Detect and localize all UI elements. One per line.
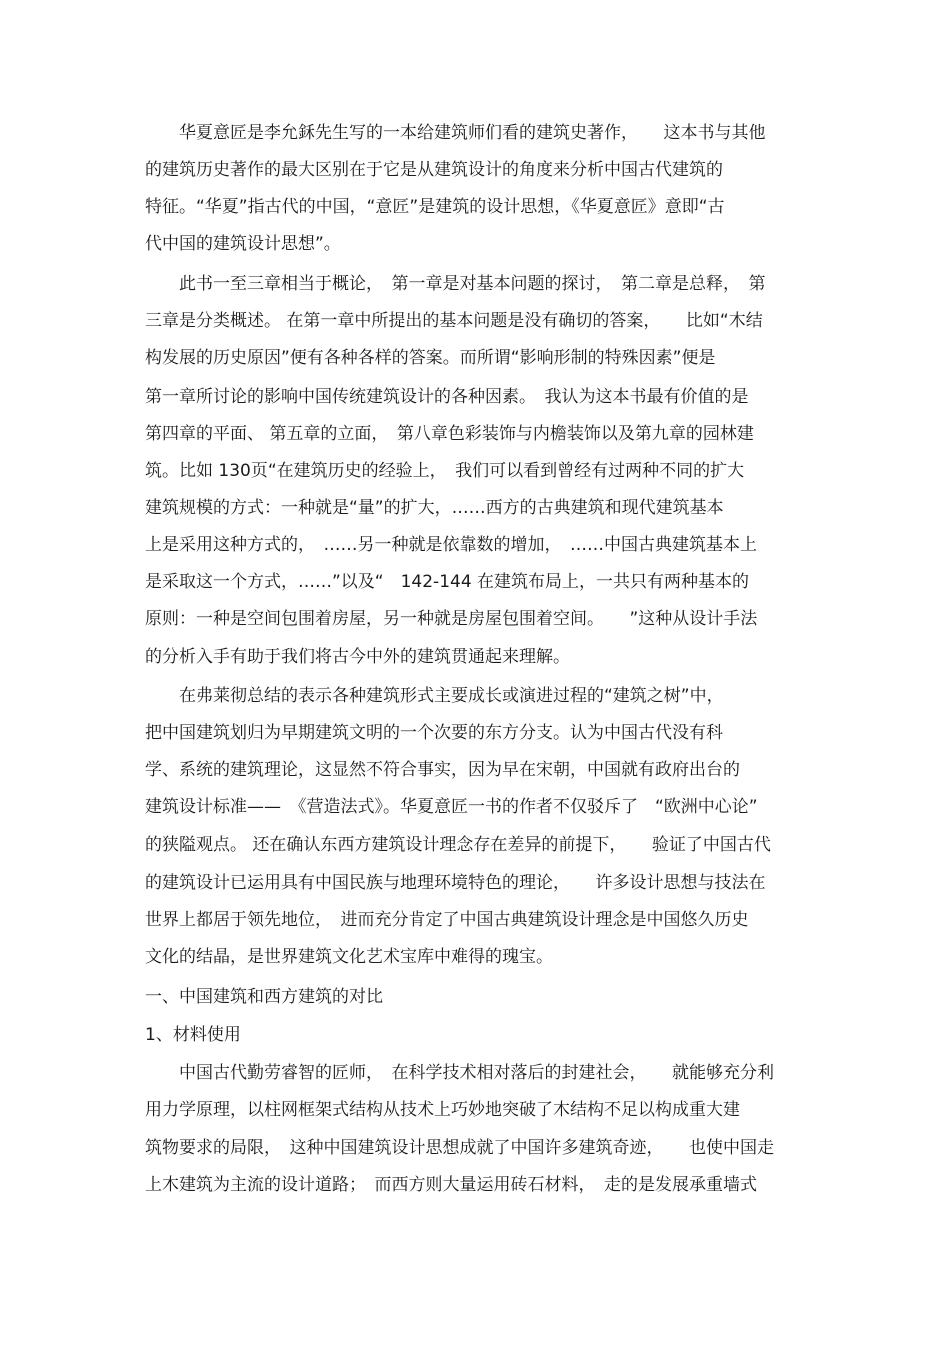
text-line: 把中国建筑划归为早期建筑文明的一个次要的东方分支。认为中国古代没有科 — [145, 723, 723, 743]
text-line: 上木建筑为主流的设计道路； 而西方则大量运用砖石材料， 走的是发展承重墙式 — [145, 1175, 757, 1195]
text-line: 世界上都居于领先地位， 进而充分肯定了中国古典建筑设计理念是中国悠久历史 — [145, 910, 749, 930]
text-line: 建筑设计标准—— 《营造法式》。华夏意匠一书的作者不仅驳斥了 “欧洲中心论” — [145, 797, 758, 817]
text-line: 中国古代勤劳睿智的匠师， 在科学技术相对落后的封建社会， 就能够充分利 — [145, 1063, 774, 1083]
text-line: 的分析入手有助于我们将古今中外的建筑贯通起来理解。 — [145, 647, 570, 667]
text-line: 的建筑设计已运用具有中国民族与地理环境特色的理论， 许多设计思想与技法在 — [145, 873, 766, 893]
text-line: 建筑规模的方式：一种就是“量”的扩大，……西方的古典建筑和现代建筑基本 — [145, 498, 724, 518]
text-line: 第四章的平面、 第五章的立面， 第八章色彩装饰与内檐装饰以及第九章的园林建 — [145, 424, 754, 444]
subsection-heading: 1、材料使用 — [145, 1025, 241, 1045]
section-heading: 一、中国建筑和西方建筑的对比 — [145, 987, 383, 1007]
text-line: 筑。比如 130页“在建筑历史的经验上， 我们可以看到曾经有过两种不同的扩大 — [145, 461, 745, 481]
text-line: 三章是分类概述。 在第一章中所提出的基本问题是没有确切的答案， 比如“木结 — [145, 311, 763, 331]
text-line: 是采取这一个方式，……”以及“ 142-144 在建筑布局上，一共只有两种基本的 — [145, 572, 750, 592]
text-line: 构发展的历史原因”便有各种各样的答案。而所谓“影响形制的特殊因素”便是 — [145, 348, 716, 368]
text-line: 文化的结晶，是世界建筑文化艺术宝库中难得的瑰宝。 — [145, 947, 553, 967]
text-line: 此书一至三章相当于概论， 第一章是对基本问题的探讨， 第二章是总释， 第 — [145, 274, 766, 294]
text-line: 筑物要求的局限， 这种中国建筑设计思想成就了中国许多建筑奇迹， 也使中国走 — [145, 1138, 774, 1158]
text-line: 原则：一种是空间包围着房屋，另一种就是房屋包围着空间。 ”这种从设计手法 — [145, 609, 758, 629]
text-line: 用力学原理，以柱网框架式结构从技术上巧妙地突破了木结构不足以构成重大建 — [145, 1100, 740, 1120]
text-line: 的建筑历史著作的最大区别在于它是从建筑设计的角度来分析中国古代建筑的 — [145, 160, 723, 180]
text-line: 上是采用这种方式的， ……另一种就是依靠数的增加， ……中国古典建筑基本上 — [145, 535, 757, 555]
text-line: 华夏意匠是李允鉌先生写的一本给建筑师们看的建筑史著作， 这本书与其他 — [145, 123, 766, 143]
text-line: 特征。“华夏”指古代的中国，“意匠”是建筑的设计思想，《华夏意匠》意即“古 — [145, 197, 725, 217]
text-line: 学、系统的建筑理论，这显然不符合事实，因为早在宋朝，中国就有政府出台的 — [145, 760, 740, 780]
text-line: 在弗莱彻总结的表示各种建筑形式主要成长或演进过程的“建筑之树”中， — [145, 686, 724, 706]
text-line: 第一章所讨论的影响中国传统建筑设计的各种因素。 我认为这本书最有价值的是 — [145, 387, 749, 407]
text-line: 的狭隘观点。 还在确认东西方建筑设计理念存在差异的前提下， 验证了中国古代 — [145, 835, 771, 855]
text-line: 代中国的建筑设计思想”。 — [145, 234, 341, 254]
